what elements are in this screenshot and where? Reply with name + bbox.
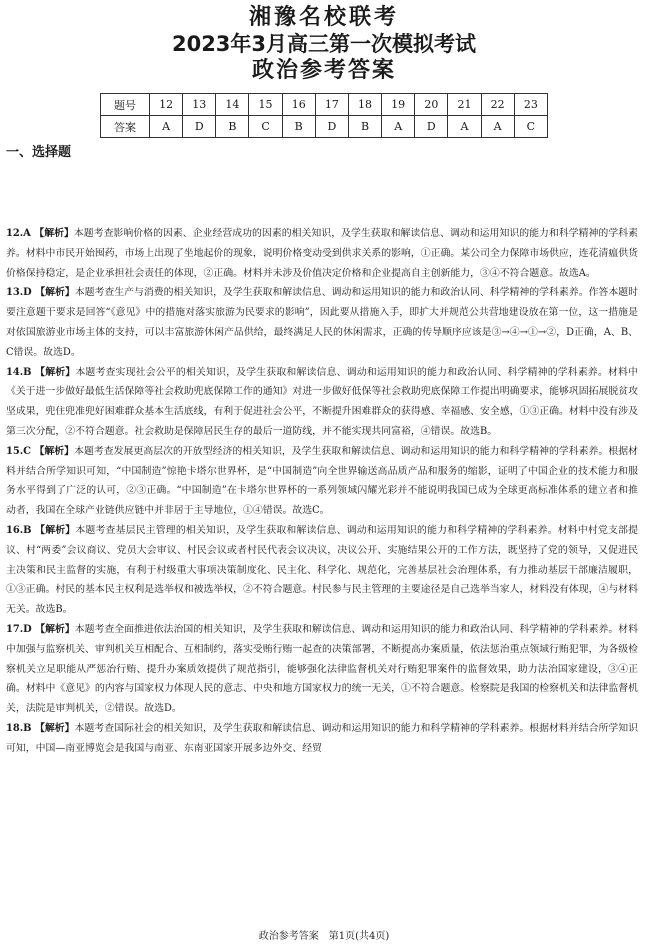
row-label-number: 题号 (101, 94, 150, 116)
question-number-cell: 22 (481, 94, 514, 116)
question-explanation (6, 521, 638, 620)
question-head: 14.B 【解析】 (6, 366, 76, 378)
answer-key-title: 政治参考答案 (251, 58, 396, 83)
page-footer: 政治参考答案 第1页(共4页) (258, 931, 390, 942)
question-explanation (6, 719, 638, 759)
question-number-cell: 23 (514, 94, 547, 116)
question-number-cell: 19 (382, 94, 415, 116)
question-body: 本题考查生产与消费的相关知识，及学生获取和解读信息、调动和运用知识的能力和政治认同、科学精神的学科素养。作答本题时要注意题干要求是回答“《意见》中的措施对落实旅游为民要求的影响”，因此要从措施入手，即扩大并规范公共营地建设放在第一位，这一措施是对依国旅游业市场主体的支持，可以丰富旅游休闲产品供给，最终满足人民的休闲需求，正确的传导顺序应该是③→④→①→②，D正确，A、B、C错误。故选D。 (6, 287, 638, 358)
question-number-cell: 16 (282, 94, 315, 116)
answer-cell: A (150, 116, 183, 138)
question-body: 本题考查实现社会公平的相关知识，及学生获取和解读信息、调动和运用知识的能力和政治认同、科学精神的学科素养。材料中《关于进一步做好最低生活保障等社会救助兜底保障工作的通知》对进一步做好低保等社会救助兜底保障工作提出明确要求，能够巩固拓展脱贫攻坚成果，兜住兜准兜好困难群众基本生活底线，有利于促进社会公平，不断提升困难群众的获得感、幸福感、安全感，①③正确。材料中没有涉及第三次分配，②不符合题意。社会救助是保障居民生存的最后一道防线，并不能实现共同富裕，④错误。故选B。 (6, 366, 639, 437)
answer-cell: B (282, 116, 315, 138)
question-number-cell: 13 (183, 94, 216, 116)
question-body: 本题考查国际社会的相关知识，及学生获取和解读信息、调动和运用知识的能力和科学精神的学科素养。根据材料并结合所学知识可知，中国—南亚博览会是我国与南亚、东南亚国家开展多边外交、经贸 (6, 722, 638, 754)
answer-table-number-row (101, 94, 548, 116)
answer-table (100, 93, 548, 138)
question-explanation (6, 620, 638, 719)
question-number-cell: 20 (415, 94, 448, 116)
question-body: 本题考查全面推进依法治国的相关知识，及学生获取和解读信息、调动和运用知识的能力和政治认同、科学精神的学科素养。材料中加强与监察机关、审判机关互相配合、互相制约，落实受贿行贿一起查的决策部署，不断提高办案质量，依法惩治重点领域行贿犯罪，为各级检察机关立足职能从严惩治行贿、提升办案质效提供了规范指引，能够强化法律监督机关对行贿犯罪案件的监督效果，助力法治国家建设，③④正确。材料中《意见》的内容与国家权力体现人民的意志、中央和地方国家权力的统一无关，①不符合题意。检察院是我国的检察机关和法律监督机关，法院是审判机关，②错误。故选D。 (6, 623, 639, 715)
exam-name-title: 2023年3月高三第一次模拟考试 (171, 32, 477, 56)
question-body: 本题考查基层民主管理的相关知识，及学生获取和解读信息、调动和运用知识的能力和科学精神的学科素养。材料中村党支部提议、村“两委”会议商议、党员大会审议、村民会议或者村民代表会议决议，决议公开、实施结果公开的工作方法，既坚持了党的领导，又促进民主决策和民主监督的实施，有利于村级重大事项决策制度化、民主化、科学化、规范化，完善基层社会治理体系，有力推动基层干部廉洁履职，①③正确。村民的基本民主权利是选举权和被选举权，②不符合题意。村民参与民主管理的主要途径是自己选举当家人，材料没有体现，④与材料无关。故选B。 (6, 524, 639, 616)
question-number-cell: 21 (448, 94, 481, 116)
question-head: 17.D 【解析】 (6, 623, 75, 635)
question-explanation (6, 442, 638, 521)
question-body: 本题考查发展更高层次的开放型经济的相关知识，及学生获取和解读信息、调动和运用知识的能力和科学精神的学科素养。根据材料并结合所学知识可知，“中国制造”惊艳卡塔尔世界杯，是“中国制造”向全世界输送高品质产品和服务的缩影，证明了中国企业的技术能力和服务水平得到了广泛的认可，②③正确。“中国制造”在卡塔尔世界杯的一系列领域闪耀光彩并不能说明我国已成为全球更高标准体系的建立者和推动者，我国在全球产业链供应链中并非居于主导地位，①④错误。故选C。 (6, 445, 638, 517)
answer-cell: C (514, 116, 547, 138)
question-explanation (6, 283, 638, 362)
question-explanation (6, 363, 638, 442)
question-head: 16.B 【解析】 (6, 524, 76, 536)
question-head: 12.A 【解析】 (6, 228, 74, 239)
answer-cell: A (382, 116, 415, 138)
answer-cell: C (249, 116, 282, 138)
question-number-cell: 17 (315, 94, 348, 116)
question-head: 15.C 【解析】 (6, 445, 75, 457)
question-number-cell: 15 (249, 94, 282, 116)
section-title: 一、选择题 (6, 145, 72, 160)
question-body: 本题考查影响价格的因素、企业经营成功的因素的相关知识，及学生获取和解读信息、调动和运用知识的能力和科学精神的学科素养。材料中市民开始囤药，市场上出现了坐地起价的现象，说明价格变动受到供求关系的影响，①正确。某公司全力保障市场供应，连花清瘟供货价格保持稳定，是企业承担社会责任的体现，②正确。材料并未涉及价值决定价格和企业提高自主创新能力，③④不符合题意。故选A。 (6, 228, 639, 279)
title-block (0, 4, 648, 85)
answer-cell: D (183, 116, 216, 138)
answer-cell: D (415, 116, 448, 138)
answer-cell: B (216, 116, 249, 138)
answer-cell: D (315, 116, 348, 138)
question-number-cell: 18 (348, 94, 381, 116)
row-label-answer: 答案 (101, 116, 150, 138)
question-number-cell: 12 (150, 94, 183, 116)
answer-cell: A (481, 116, 514, 138)
question-head: 13.D 【解析】 (6, 287, 75, 299)
answer-cell: A (448, 116, 481, 138)
answer-table-answer-row (101, 116, 548, 138)
question-number-cell: 14 (216, 94, 249, 116)
answer-cell: B (348, 116, 381, 138)
explanations (6, 224, 638, 759)
exam-org-title: 湘豫名校联考 (248, 5, 399, 30)
question-explanation (6, 224, 638, 283)
question-head: 18.B 【解析】 (6, 722, 75, 734)
